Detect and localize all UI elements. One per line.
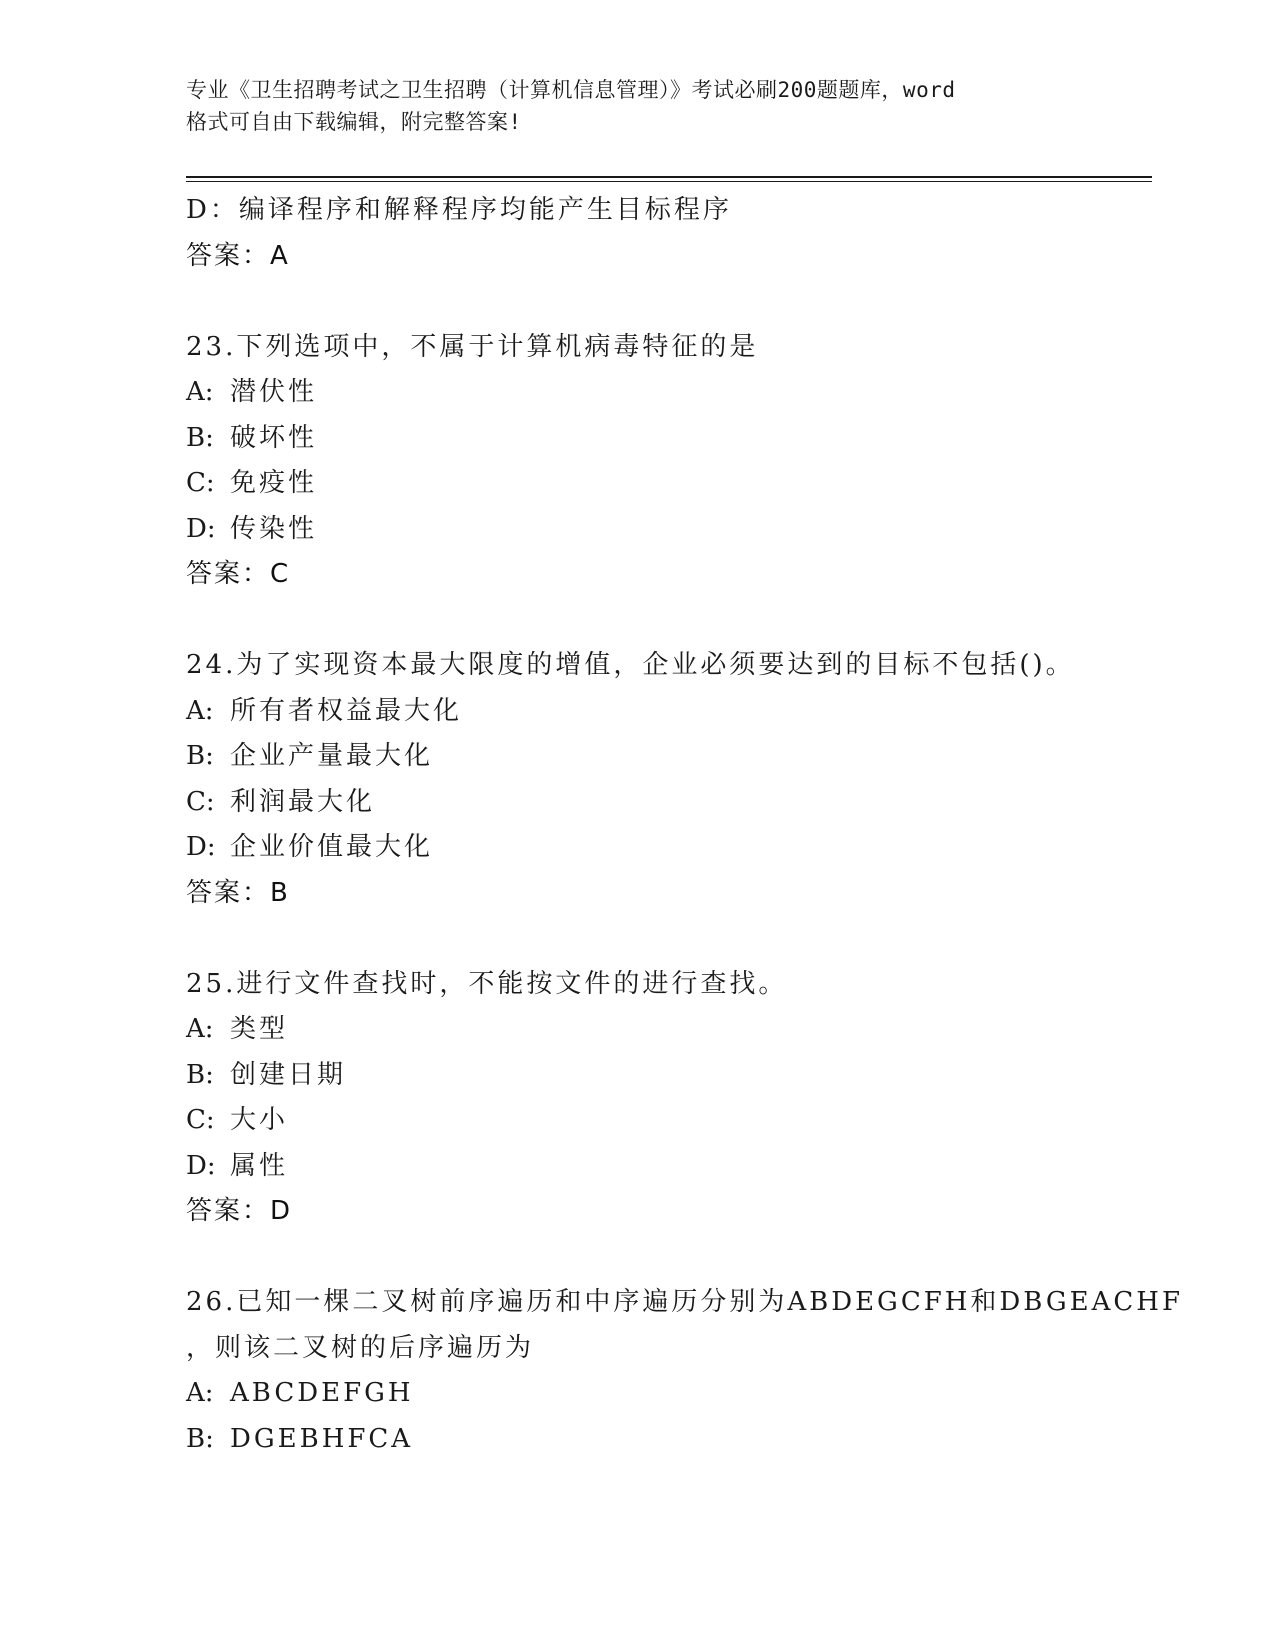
option-label: B:	[186, 1423, 214, 1454]
question-24-option-b	[186, 734, 1152, 780]
question-26-stem-continued: ，则该二叉树的后序遍历为	[186, 1332, 535, 1363]
question-24-answer: 答案：B	[186, 877, 290, 908]
option-label: D:	[186, 832, 216, 862]
option-text: 创建日期	[230, 1059, 347, 1090]
option-label: A:	[186, 1378, 214, 1408]
option-text: 类型	[230, 1014, 289, 1044]
question-24-stem: 24.为了实现资本最大限度的增值，企业必须要达到的目标不包括()。	[186, 650, 1075, 680]
question-25-option-b	[186, 1053, 1152, 1099]
question-25-option-c	[186, 1098, 1152, 1144]
option-text: 属性	[230, 1150, 289, 1181]
document-header	[186, 74, 1086, 138]
option-label: D:	[186, 513, 216, 544]
carryover-answer: 答案：A	[186, 240, 290, 271]
question-23-option-c	[186, 461, 1152, 507]
question-26-option-b	[186, 1417, 1152, 1463]
carryover-option-d: D：编译程序和解释程序均能产生目标程序	[186, 195, 732, 225]
header-divider-thin	[186, 181, 1152, 182]
option-label: C:	[186, 786, 215, 817]
option-text: 破坏性	[230, 422, 318, 453]
option-label: C:	[186, 1105, 215, 1135]
question-23-option-d	[186, 507, 1152, 553]
question-26-stem: 26.已知一棵二叉树前序遍历和中序遍历分别为ABDEGCFH和DBGEACHF	[186, 1287, 1184, 1317]
option-label: D:	[186, 1150, 216, 1181]
option-label: B:	[186, 422, 214, 453]
option-text: 大小	[230, 1105, 289, 1135]
option-text: 所有者权益最大化	[230, 695, 463, 726]
question-list	[186, 188, 1184, 1462]
option-text: 企业产量最大化	[230, 741, 434, 771]
question-23-option-a	[186, 370, 1152, 416]
question-25-option-a	[186, 1007, 1152, 1053]
header-title-line-2: 格式可自由下载编辑，附完整答案!	[186, 110, 522, 134]
question-25-answer: 答案：D	[186, 1196, 293, 1226]
option-text: 免疫性	[230, 468, 318, 498]
header-title-line-1: 专业《卫生招聘考试之卫生招聘（计算机信息管理）》考试必刷200题题库，word	[186, 78, 956, 102]
question-23-option-b	[186, 416, 1152, 462]
option-text: 利润最大化	[230, 786, 376, 817]
option-text: 潜伏性	[230, 377, 318, 407]
question-25-option-d	[186, 1144, 1152, 1190]
question-23-stem: 23.下列选项中，不属于计算机病毒特征的是	[186, 331, 759, 362]
question-25-stem: 25.进行文件查找时，不能按文件的进行查找。	[186, 968, 788, 999]
question-26-option-a	[186, 1371, 1152, 1417]
spacer	[186, 1235, 1152, 1281]
option-label: B:	[186, 741, 214, 771]
option-label: A:	[186, 695, 214, 726]
option-text: 传染性	[230, 513, 318, 544]
option-text: DGEBHFCA	[230, 1423, 414, 1454]
question-24-option-a	[186, 689, 1152, 735]
option-label: A:	[186, 1014, 214, 1044]
spacer	[186, 598, 1152, 644]
spacer	[186, 916, 1152, 962]
option-text: ABCDEFGH	[230, 1378, 414, 1408]
header-divider-thick	[186, 176, 1152, 178]
spacer	[186, 279, 1152, 325]
question-24-option-d	[186, 825, 1152, 871]
question-23-answer: 答案：C	[186, 559, 291, 589]
option-label: A:	[186, 377, 214, 407]
option-label: C:	[186, 468, 215, 498]
option-label: B:	[186, 1059, 214, 1090]
question-24-option-c	[186, 780, 1152, 826]
option-text: 企业价值最大化	[230, 832, 434, 862]
